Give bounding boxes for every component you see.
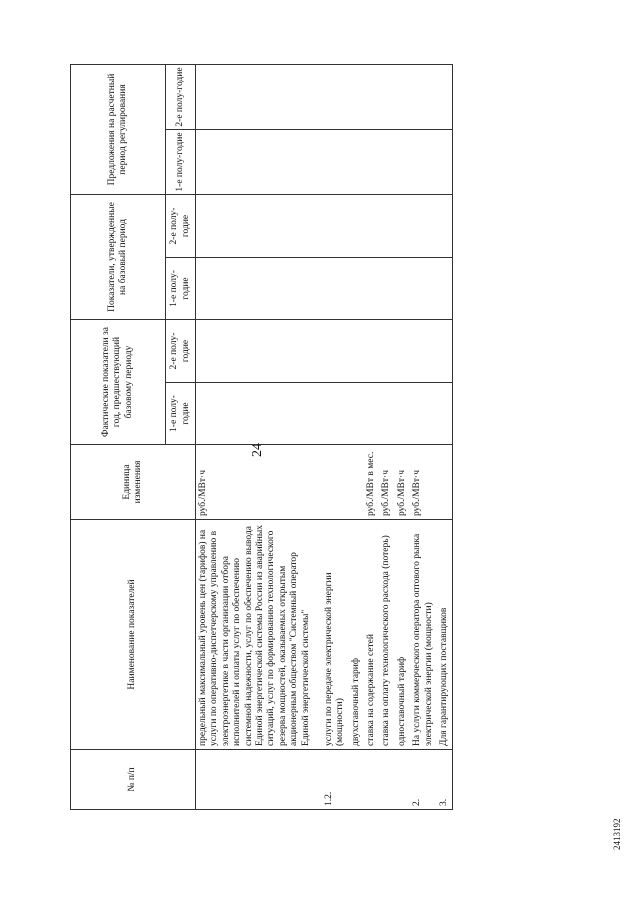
table-row — [395, 65, 410, 810]
header-half-2: 2-е полу-годие — [166, 65, 196, 130]
row-number — [364, 750, 379, 810]
row-number — [395, 750, 410, 810]
page-number: 24 — [250, 443, 265, 457]
row-name: предельный максимальный уровень цен (тарифов) на услуги по оперативно-диспетчерскому управлению в электроэнергетике в части организации отбора исполнителей и оплаты услуг по обеспечению системной надежности, услуг по обеспечению вывода Единой энергетической системы России из аварийных ситуаций, услуг по формированию технологического резерва мощностей, оказываемых открытым акционерным обществом "Системный оператор Единой энергетической системы" — [196, 520, 314, 750]
indicators-table — [70, 64, 453, 810]
row-name: ставка на оплату технологического расхода (потерь) — [379, 520, 394, 750]
table-row — [364, 65, 379, 810]
row-name: ставка на содержание сетей — [364, 520, 379, 750]
row-unit: руб./МВт·ч — [379, 445, 394, 520]
row-number — [349, 750, 364, 810]
header-half-1: 1-е полу-годие — [166, 258, 196, 320]
table-row — [410, 65, 437, 810]
table-row — [349, 65, 364, 810]
row-name: На услуги коммерческого оператора оптового рынка электрической энергии (мощности) — [410, 520, 437, 750]
row-number: 2. — [410, 750, 437, 810]
row-unit: руб./МВт·ч — [196, 445, 314, 520]
table-row — [322, 65, 349, 810]
row-number: 3. — [437, 750, 453, 810]
document-code: 2413192 — [612, 818, 622, 850]
row-unit — [322, 445, 349, 520]
row-unit: руб./МВт·ч — [395, 445, 410, 520]
row-name: двухставочный тариф — [349, 520, 364, 750]
row-unit — [437, 445, 453, 520]
row-name: услуги по передаче электрической энергии (мощности) — [322, 520, 349, 750]
row-unit: руб./МВт в мес. — [364, 445, 379, 520]
header-approved: Показатели, утвержденные на базовый период — [71, 195, 166, 320]
header-num: № п/п — [71, 750, 196, 810]
header-proposed: Предложения на расчетный период регулирования — [71, 65, 166, 195]
header-half-1: 1-е полу-годие — [166, 383, 196, 445]
row-name: одноставочный тариф — [395, 520, 410, 750]
header-unit: Единица изменения — [71, 445, 196, 520]
row-unit — [349, 445, 364, 520]
table-row — [379, 65, 394, 810]
table-row — [437, 65, 453, 810]
row-unit: руб./МВт·ч — [410, 445, 437, 520]
table-row — [196, 65, 314, 810]
header-half-1: 1-е полу-годие — [166, 130, 196, 195]
header-name: Наименование показателей — [71, 520, 196, 750]
header-actual: Фактические показатели за год, предшествующий базовому периоду — [71, 320, 166, 445]
header-half-2: 2-е полу-годие — [166, 320, 196, 383]
header-half-2: 2-е полу-годие — [166, 195, 196, 258]
row-name: Для гарантирующих поставщиков — [437, 520, 453, 750]
row-number — [196, 750, 314, 810]
row-number — [379, 750, 394, 810]
row-number: 1.2. — [322, 750, 349, 810]
